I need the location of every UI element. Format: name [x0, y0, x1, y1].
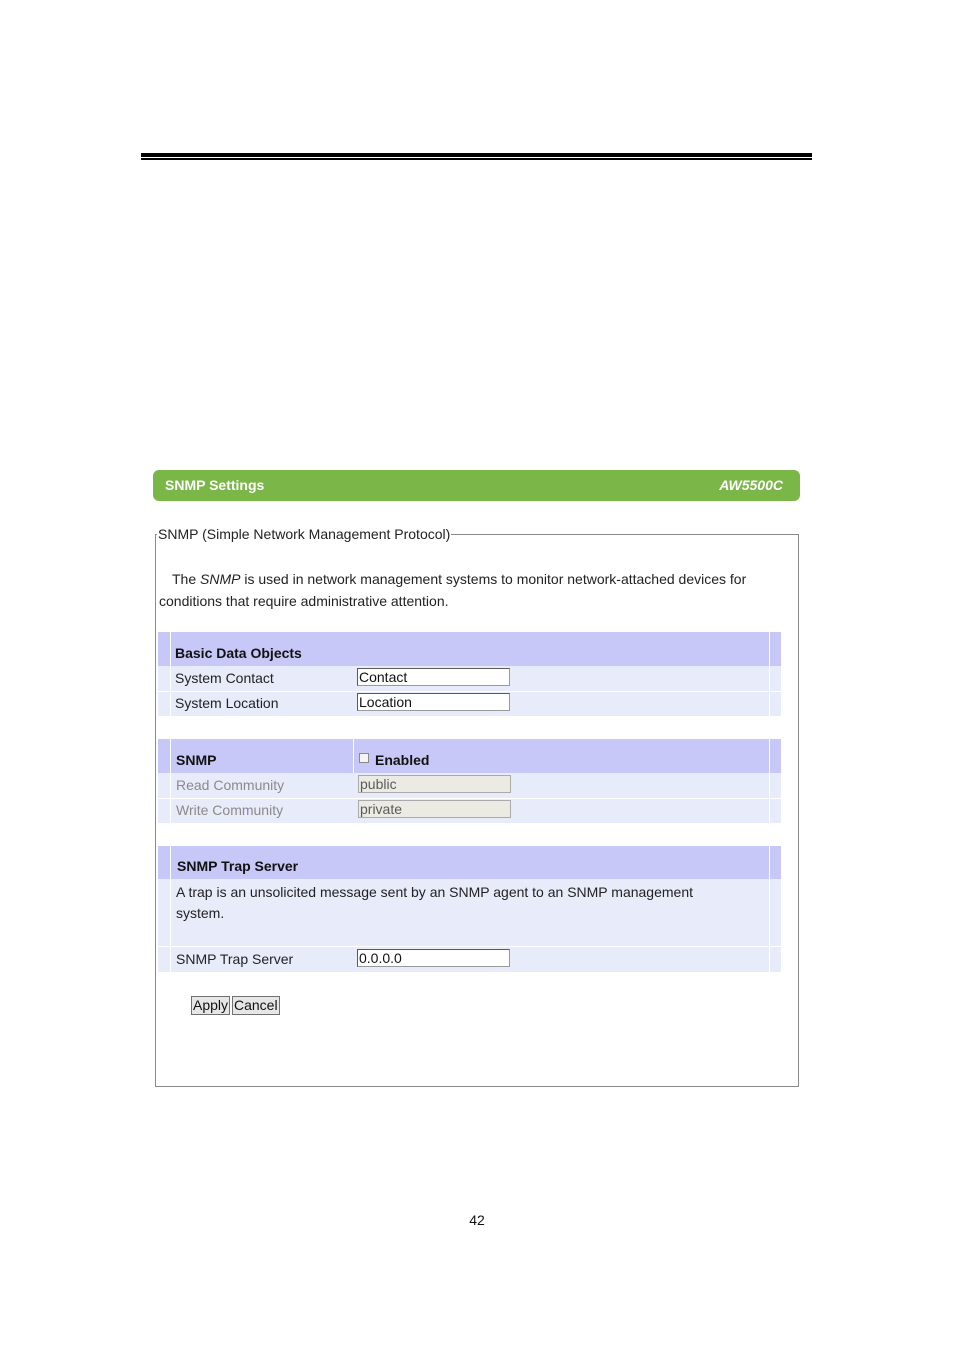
basic-data-objects-section	[158, 632, 781, 716]
write-community-label: Write Community	[176, 802, 284, 818]
intro-pre: The	[172, 571, 201, 587]
apply-button[interactable]: Apply	[193, 997, 229, 1013]
basic-data-objects-body	[158, 666, 781, 716]
intro-emphasis: SNMP	[200, 571, 241, 587]
system-contact-input[interactable]	[357, 668, 510, 686]
snmp-trap-server-header	[158, 846, 781, 879]
snmp-enabled-label: Enabled	[375, 752, 430, 768]
read-community-label: Read Community	[176, 777, 285, 793]
snmp-trap-server-label: SNMP Trap Server	[176, 951, 294, 967]
snmp-trap-server-input[interactable]	[357, 949, 510, 967]
device-model: AW5500C	[719, 477, 783, 493]
intro-post: is used in network management systems to monitor network-attached devices for	[240, 571, 747, 587]
system-contact-label: System Contact	[175, 670, 274, 686]
trap-description	[176, 882, 766, 924]
page-title: SNMP Settings	[165, 477, 265, 493]
snmp-trap-server-heading: SNMP Trap Server	[177, 858, 299, 874]
write-community-input[interactable]	[358, 800, 511, 818]
basic-data-objects-header	[158, 632, 781, 666]
system-location-label: System Location	[175, 695, 279, 711]
snmp-trap-server-section	[158, 846, 781, 972]
page-number: 42	[469, 1212, 485, 1228]
snmp-settings-titlebar	[153, 470, 800, 501]
trap-description-line2: system.	[176, 905, 225, 921]
intro-text	[159, 568, 789, 612]
system-location-input[interactable]	[357, 693, 510, 711]
snmp-section	[158, 739, 781, 823]
read-community-input[interactable]	[358, 775, 511, 793]
fieldset-legend: SNMP (Simple Network Management Protocol)	[158, 526, 451, 542]
snmp-trap-server-body	[158, 879, 781, 972]
snmp-header	[158, 739, 781, 773]
snmp-enabled-checkbox[interactable]	[359, 753, 369, 763]
cancel-button[interactable]: Cancel	[234, 997, 278, 1013]
snmp-body	[158, 773, 781, 823]
trap-description-line1: A trap is an unsolicited message sent by an SNMP agent to an SNMP management	[176, 884, 693, 900]
snmp-heading: SNMP	[176, 752, 217, 768]
intro-line2: conditions that require administrative attention.	[159, 593, 449, 609]
basic-data-objects-heading: Basic Data Objects	[175, 645, 302, 661]
header-rule-thin	[141, 158, 812, 160]
header-rule-thick	[141, 153, 812, 157]
